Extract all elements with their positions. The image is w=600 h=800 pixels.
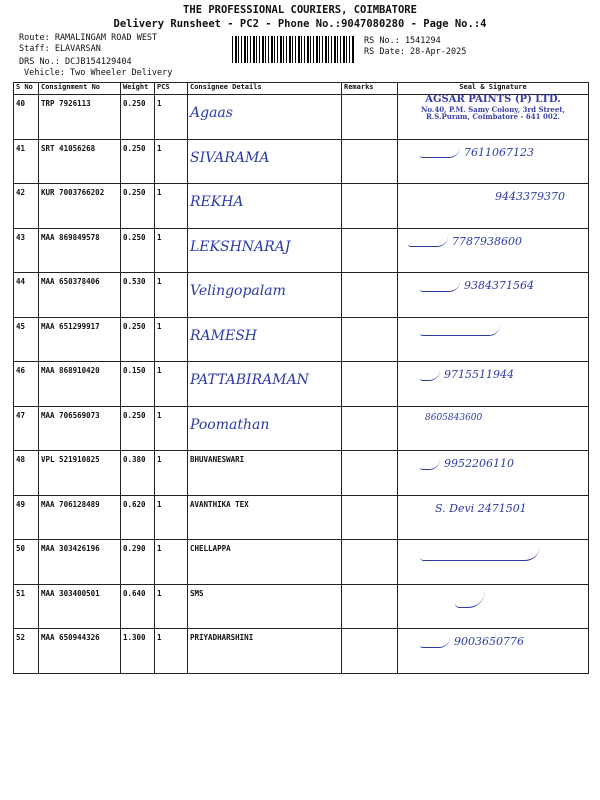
sno-cell: 50: [14, 540, 39, 585]
seal-cell: [398, 139, 589, 184]
weight-cell: 0.640: [121, 584, 155, 629]
consignee-cell: CHELLAPPA: [188, 540, 342, 585]
table-row: [14, 184, 589, 229]
signature-mark: [420, 147, 460, 158]
signature-number: S. Devi 2471501: [435, 501, 527, 515]
weight-cell: 0.620: [121, 495, 155, 540]
consignee-cell: [188, 95, 342, 140]
signature-number: 8605843600: [425, 412, 483, 423]
consignment-cell: MAA 706128489: [39, 495, 121, 540]
consignee-cell: [188, 406, 342, 451]
remarks-cell: [342, 95, 398, 140]
remarks-cell: [342, 495, 398, 540]
consignee-cell: SMS: [188, 584, 342, 629]
seal-cell: [398, 406, 589, 451]
remarks-cell: [342, 406, 398, 451]
consignee-cell: AVANTHIKA TEX: [188, 495, 342, 540]
remarks-cell: [342, 317, 398, 362]
remarks-cell: [342, 139, 398, 184]
handwritten-name: PATTABIRAMAN: [190, 372, 309, 388]
sno-cell: 49: [14, 495, 39, 540]
remarks-cell: [342, 362, 398, 407]
consignee-cell: [188, 317, 342, 362]
remarks-cell: [342, 629, 398, 674]
weight-cell: 0.250: [121, 406, 155, 451]
consignment-cell: MAA 869849578: [39, 228, 121, 273]
signature-number: 9384371564: [464, 279, 534, 292]
col-pcs: PCS: [155, 83, 188, 95]
signature-number: 7611067123: [464, 145, 534, 159]
table-row: [14, 629, 589, 674]
company-title: THE PROFESSIONAL COURIERS, COIMBATORE: [183, 4, 417, 16]
sno-cell: 45: [14, 317, 39, 362]
pcs-cell: 1: [155, 451, 188, 496]
table-row: [14, 95, 589, 140]
pcs-cell: 1: [155, 139, 188, 184]
consignee-cell: [188, 362, 342, 407]
consignment-cell: MAA 303400501: [39, 584, 121, 629]
stamp-name: AGSAR PAINTS (P) LTD.: [425, 94, 561, 105]
signature-mark: [420, 370, 440, 381]
runsheet-table: [13, 82, 589, 674]
handwritten-name: Poomathan: [190, 416, 270, 433]
col-remarks: Remarks: [342, 83, 398, 95]
signature-number: 9003650776: [454, 635, 524, 648]
weight-cell: 0.250: [121, 184, 155, 229]
pcs-cell: 1: [155, 273, 188, 318]
weight-cell: 0.250: [121, 139, 155, 184]
signature-mark: [455, 591, 485, 608]
runsheet-subtitle: Delivery Runsheet - PC2 - Phone No.:9047080280 - Page No.:4: [113, 18, 487, 30]
weight-cell: 0.150: [121, 362, 155, 407]
sno-cell: 48: [14, 451, 39, 496]
table-row: [14, 495, 589, 540]
sno-cell: 41: [14, 139, 39, 184]
weight-cell: 0.290: [121, 540, 155, 585]
col-seal: Seal & Signature: [398, 83, 589, 95]
seal-cell: [398, 451, 589, 496]
table-row: [14, 584, 589, 629]
seal-cell: [398, 184, 589, 229]
consignee-cell: PRIYADHARSHINI: [188, 629, 342, 674]
table-row: [14, 139, 589, 184]
weight-cell: 0.530: [121, 273, 155, 318]
sno-cell: 42: [14, 184, 39, 229]
route-label: Route: RAMALINGAM ROAD WEST: [19, 33, 158, 43]
remarks-cell: [342, 184, 398, 229]
handwritten-name: REKHA: [190, 194, 244, 210]
table-row: [14, 540, 589, 585]
stamp-line1: No.40, P.M. Samy Colony, 3rd Street,: [420, 104, 566, 114]
weight-cell: 0.250: [121, 317, 155, 362]
pcs-cell: 1: [155, 95, 188, 140]
col-sno: S No: [14, 83, 39, 95]
seal-cell: [398, 95, 589, 140]
handwritten-name: Agaas: [190, 105, 233, 121]
rs-number: RS No.: 1541294: [364, 36, 441, 46]
sno-cell: 44: [14, 273, 39, 318]
consignment-cell: MAA 303426196: [39, 540, 121, 585]
consignee-cell: BHUVANESWARI: [188, 451, 342, 496]
sno-cell: 40: [14, 95, 39, 140]
remarks-cell: [342, 540, 398, 585]
col-consignee: Consignee Details: [188, 83, 342, 95]
table-row: [14, 228, 589, 273]
signature-number: 7787938600: [452, 234, 522, 248]
signature-mark: [420, 459, 440, 470]
signature-number: 9715511944: [444, 368, 514, 381]
pcs-cell: 1: [155, 629, 188, 674]
table-row: [14, 273, 589, 318]
seal-cell: [398, 362, 589, 407]
vehicle-label: Vehicle: Two Wheeler Delivery: [24, 68, 173, 78]
weight-cell: 0.380: [121, 451, 155, 496]
consignment-cell: MAA 650378406: [39, 273, 121, 318]
col-weight: Weight: [121, 83, 155, 95]
consignee-cell: [188, 139, 342, 184]
signature-mark: [420, 325, 500, 336]
signature-mark: [420, 637, 450, 648]
barcode: [232, 36, 354, 63]
table-row: [14, 451, 589, 496]
signature-mark: [420, 281, 460, 292]
sno-cell: 47: [14, 406, 39, 451]
sno-cell: 51: [14, 584, 39, 629]
handwritten-name: RAMESH: [190, 327, 258, 344]
seal-cell: [398, 629, 589, 674]
weight-cell: 0.250: [121, 228, 155, 273]
consignment-cell: MAA 650944326: [39, 629, 121, 674]
handwritten-name: Velingopalam: [190, 283, 286, 299]
staff-label: Staff: ELAVARSAN: [19, 44, 101, 54]
table-header-row: [14, 83, 589, 95]
consignment-cell: MAA 651299917: [39, 317, 121, 362]
sno-cell: 46: [14, 362, 39, 407]
handwritten-name: LEKSHNARAJ: [190, 238, 291, 255]
seal-cell: [398, 540, 589, 585]
consignee-cell: [188, 184, 342, 229]
weight-cell: 1.300: [121, 629, 155, 674]
pcs-cell: 1: [155, 317, 188, 362]
seal-cell: [398, 495, 589, 540]
pcs-cell: 1: [155, 228, 188, 273]
table-row: [14, 317, 589, 362]
table-row: [14, 362, 589, 407]
col-consignment: Consignment No: [39, 83, 121, 95]
consignment-cell: TRP 7926113: [39, 95, 121, 140]
company-stamp: [400, 95, 586, 120]
pcs-cell: 1: [155, 495, 188, 540]
consignment-cell: MAA 706569073: [39, 406, 121, 451]
stamp-line2: R.S.Puram, Coimbatore - 641 002.: [425, 111, 560, 121]
consignment-cell: SRT 41056268: [39, 139, 121, 184]
remarks-cell: [342, 273, 398, 318]
sno-cell: 43: [14, 228, 39, 273]
sno-cell: 52: [14, 629, 39, 674]
consignment-cell: MAA 868910420: [39, 362, 121, 407]
seal-cell: [398, 317, 589, 362]
consignee-cell: [188, 228, 342, 273]
signature-number: 9443379370: [495, 190, 565, 203]
remarks-cell: [342, 228, 398, 273]
signature-number: 9952206110: [444, 457, 514, 470]
remarks-cell: [342, 451, 398, 496]
consignment-cell: KUR 7003766202: [39, 184, 121, 229]
consignment-cell: VPL 521910825: [39, 451, 121, 496]
pcs-cell: 1: [155, 184, 188, 229]
pcs-cell: 1: [155, 406, 188, 451]
drs-number: DRS No.: DCJB154129404: [19, 57, 132, 67]
seal-cell: [398, 584, 589, 629]
pcs-cell: 1: [155, 362, 188, 407]
weight-cell: 0.250: [121, 95, 155, 140]
consignee-cell: [188, 273, 342, 318]
rs-date: RS Date: 28-Apr-2025: [364, 47, 467, 57]
seal-cell: [398, 273, 589, 318]
table-row: [14, 406, 589, 451]
signature-mark: [408, 236, 448, 247]
handwritten-name: SIVARAMA: [190, 149, 270, 166]
pcs-cell: 1: [155, 540, 188, 585]
remarks-cell: [342, 584, 398, 629]
signature-mark: [420, 546, 540, 561]
seal-cell: [398, 228, 589, 273]
pcs-cell: 1: [155, 584, 188, 629]
